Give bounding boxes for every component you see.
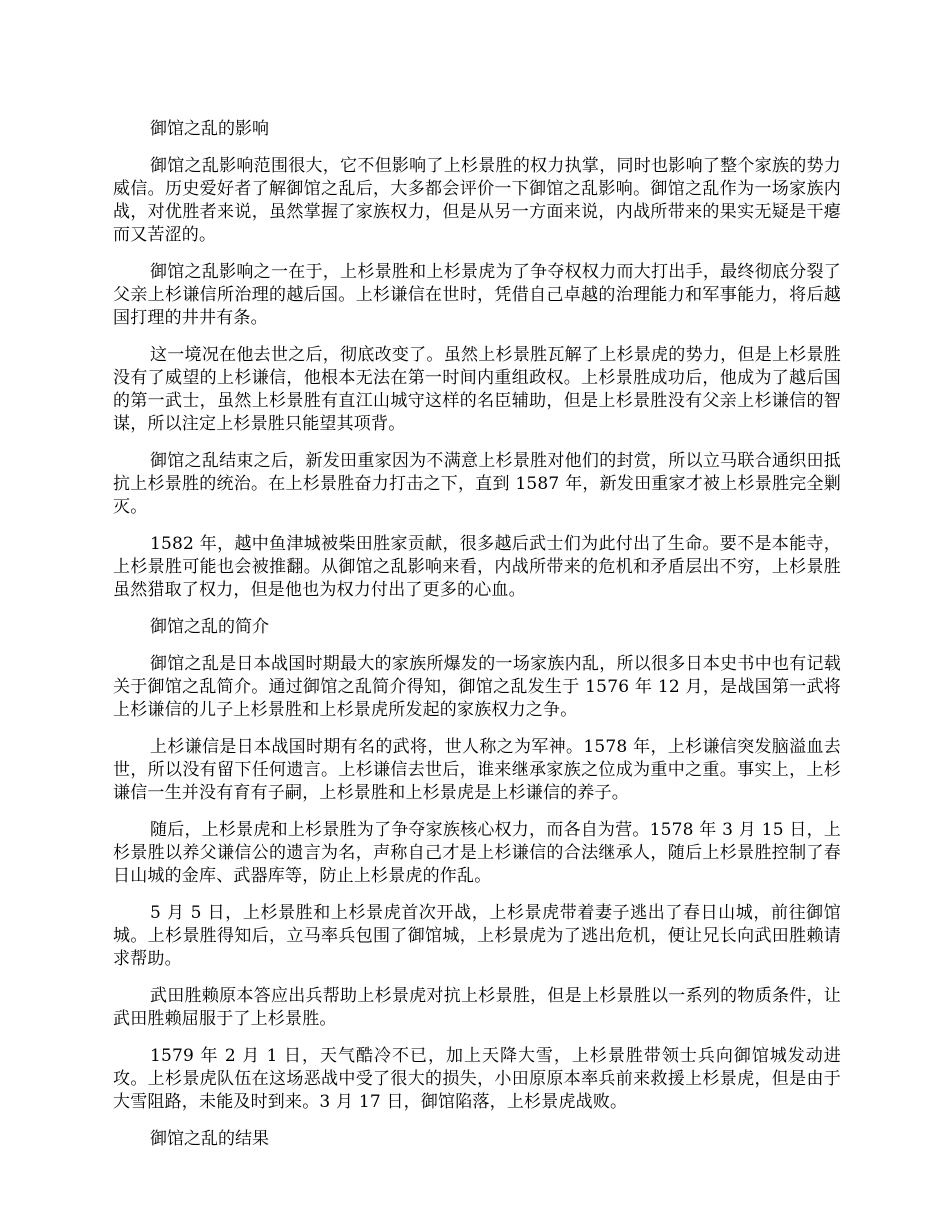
section-heading-result: 御馆之乱的结果: [150, 1129, 269, 1149]
impact-paragraph-2: 御馆之乱影响之一在于，上杉景胜和上杉景虎为了争夺权权力而大打出手，最终彻底分裂了父亲上杉谦信所治理的越后国。上杉谦信在世时，凭借自己卓越的治理能力和军事能力，将后越国打理的井井有条。: [113, 262, 841, 328]
impact-paragraph-4: 御馆之乱结束之后，新发田重家因为不满意上杉景胜对他们的封赏，所以立马联合通织田抵抗上杉景胜的统治。在上杉景胜奋力打击之下，直到 1587 年，新发田重家才被上杉景胜完全剿灭。: [113, 451, 841, 517]
impact-paragraph-1: 御馆之乱影响范围很大，它不但影响了上杉景胜的权力执掌，同时也影响了整个家族的势力威信。历史爱好者了解御馆之乱后，大多都会评价一下御馆之乱影响。御馆之乱作为一场家族内战，对优胜者来说，虽然掌握了家族权力，但是从另一方面来说，内战所带来的果实无疑是干瘪而又苦涩的。: [113, 156, 841, 245]
impact-paragraph-5: 1582 年，越中鱼津城被柴田胜家贡献，很多越后武士们为此付出了生命。要不是本能寺，上杉景胜可能也会被推翻。从御馆之乱影响来看，内战所带来的危机和矛盾层出不穷，上杉景胜虽然猎取了权力，但是他也为权力付出了更多的心血。: [113, 534, 841, 600]
summary-paragraph-2: 上杉谦信是日本战国时期有名的武将，世人称之为军神。1578 年，上杉谦信突发脑溢血去世，所以没有留下任何遗言。上杉谦信去世后，谁来继承家族之位成为重中之重。事实上，上杉谦信一生并没有育有子嗣，上杉景胜和上杉景虎是上杉谦信的养子。: [113, 737, 841, 803]
section-heading-impact: 御馆之乱的影响: [150, 119, 269, 139]
section-heading-summary: 御馆之乱的简介: [150, 617, 269, 637]
impact-paragraph-3: 这一境况在他去世之后，彻底改变了。虽然上杉景胜瓦解了上杉景虎的势力，但是上杉景胜没有了威望的上杉谦信，他根本无法在第一时间内重组政权。上杉景胜成功后，他成为了越后国的第一武士，虽然上杉景胜有直江山城守这样的名臣辅助，但是上杉景胜没有父亲上杉谦信的智谋，所以注定上杉景胜只能望其项背。: [113, 345, 841, 434]
summary-paragraph-4: 5 月 5 日，上杉景胜和上杉景虎首次开战，上杉景虎带着妻子逃出了春日山城，前往御馆城。上杉景胜得知后，立马率兵包围了御馆城，上杉景虎为了逃出危机，便让兄长向武田胜赖请求帮助。: [113, 903, 841, 969]
summary-paragraph-6: 1579 年 2 月 1 日，天气酷冷不已，加上天降大雪，上杉景胜带领士兵向御馆城发动进攻。上杉景虎队伍在这场恶战中受了很大的损失，小田原原本率兵前来救援上杉景虎，但是由于大雪阻路，未能及时到来。3 月 17 日，御馆陷落，上杉景虎战败。: [113, 1046, 841, 1112]
summary-paragraph-5: 武田胜赖原本答应出兵帮助上杉景虎对抗上杉景胜，但是上杉景胜以一系列的物质条件，让武田胜赖屈服于了上杉景胜。: [113, 986, 841, 1029]
summary-paragraph-1: 御馆之乱是日本战国时期最大的家族所爆发的一场家族内乱，所以很多日本史书中也有记载关于御馆之乱简介。通过御馆之乱简介得知，御馆之乱发生于 1576 年 12 月，是战国第一武将上杉谦信的儿子上杉景胜和上杉景虎所发起的家族权力之争。: [113, 654, 841, 720]
summary-paragraph-3: 随后，上杉景虎和上杉景胜为了争夺家族核心权力，而各自为营。1578 年 3 月 15 日，上杉景胜以养父谦信公的遗言为名，声称自己才是上杉谦信的合法继承人，随后上杉景胜控制了春日山城的金库、武器库等，防止上杉景虎的作乱。: [113, 820, 841, 886]
document-page: [113, 118, 841, 1165]
